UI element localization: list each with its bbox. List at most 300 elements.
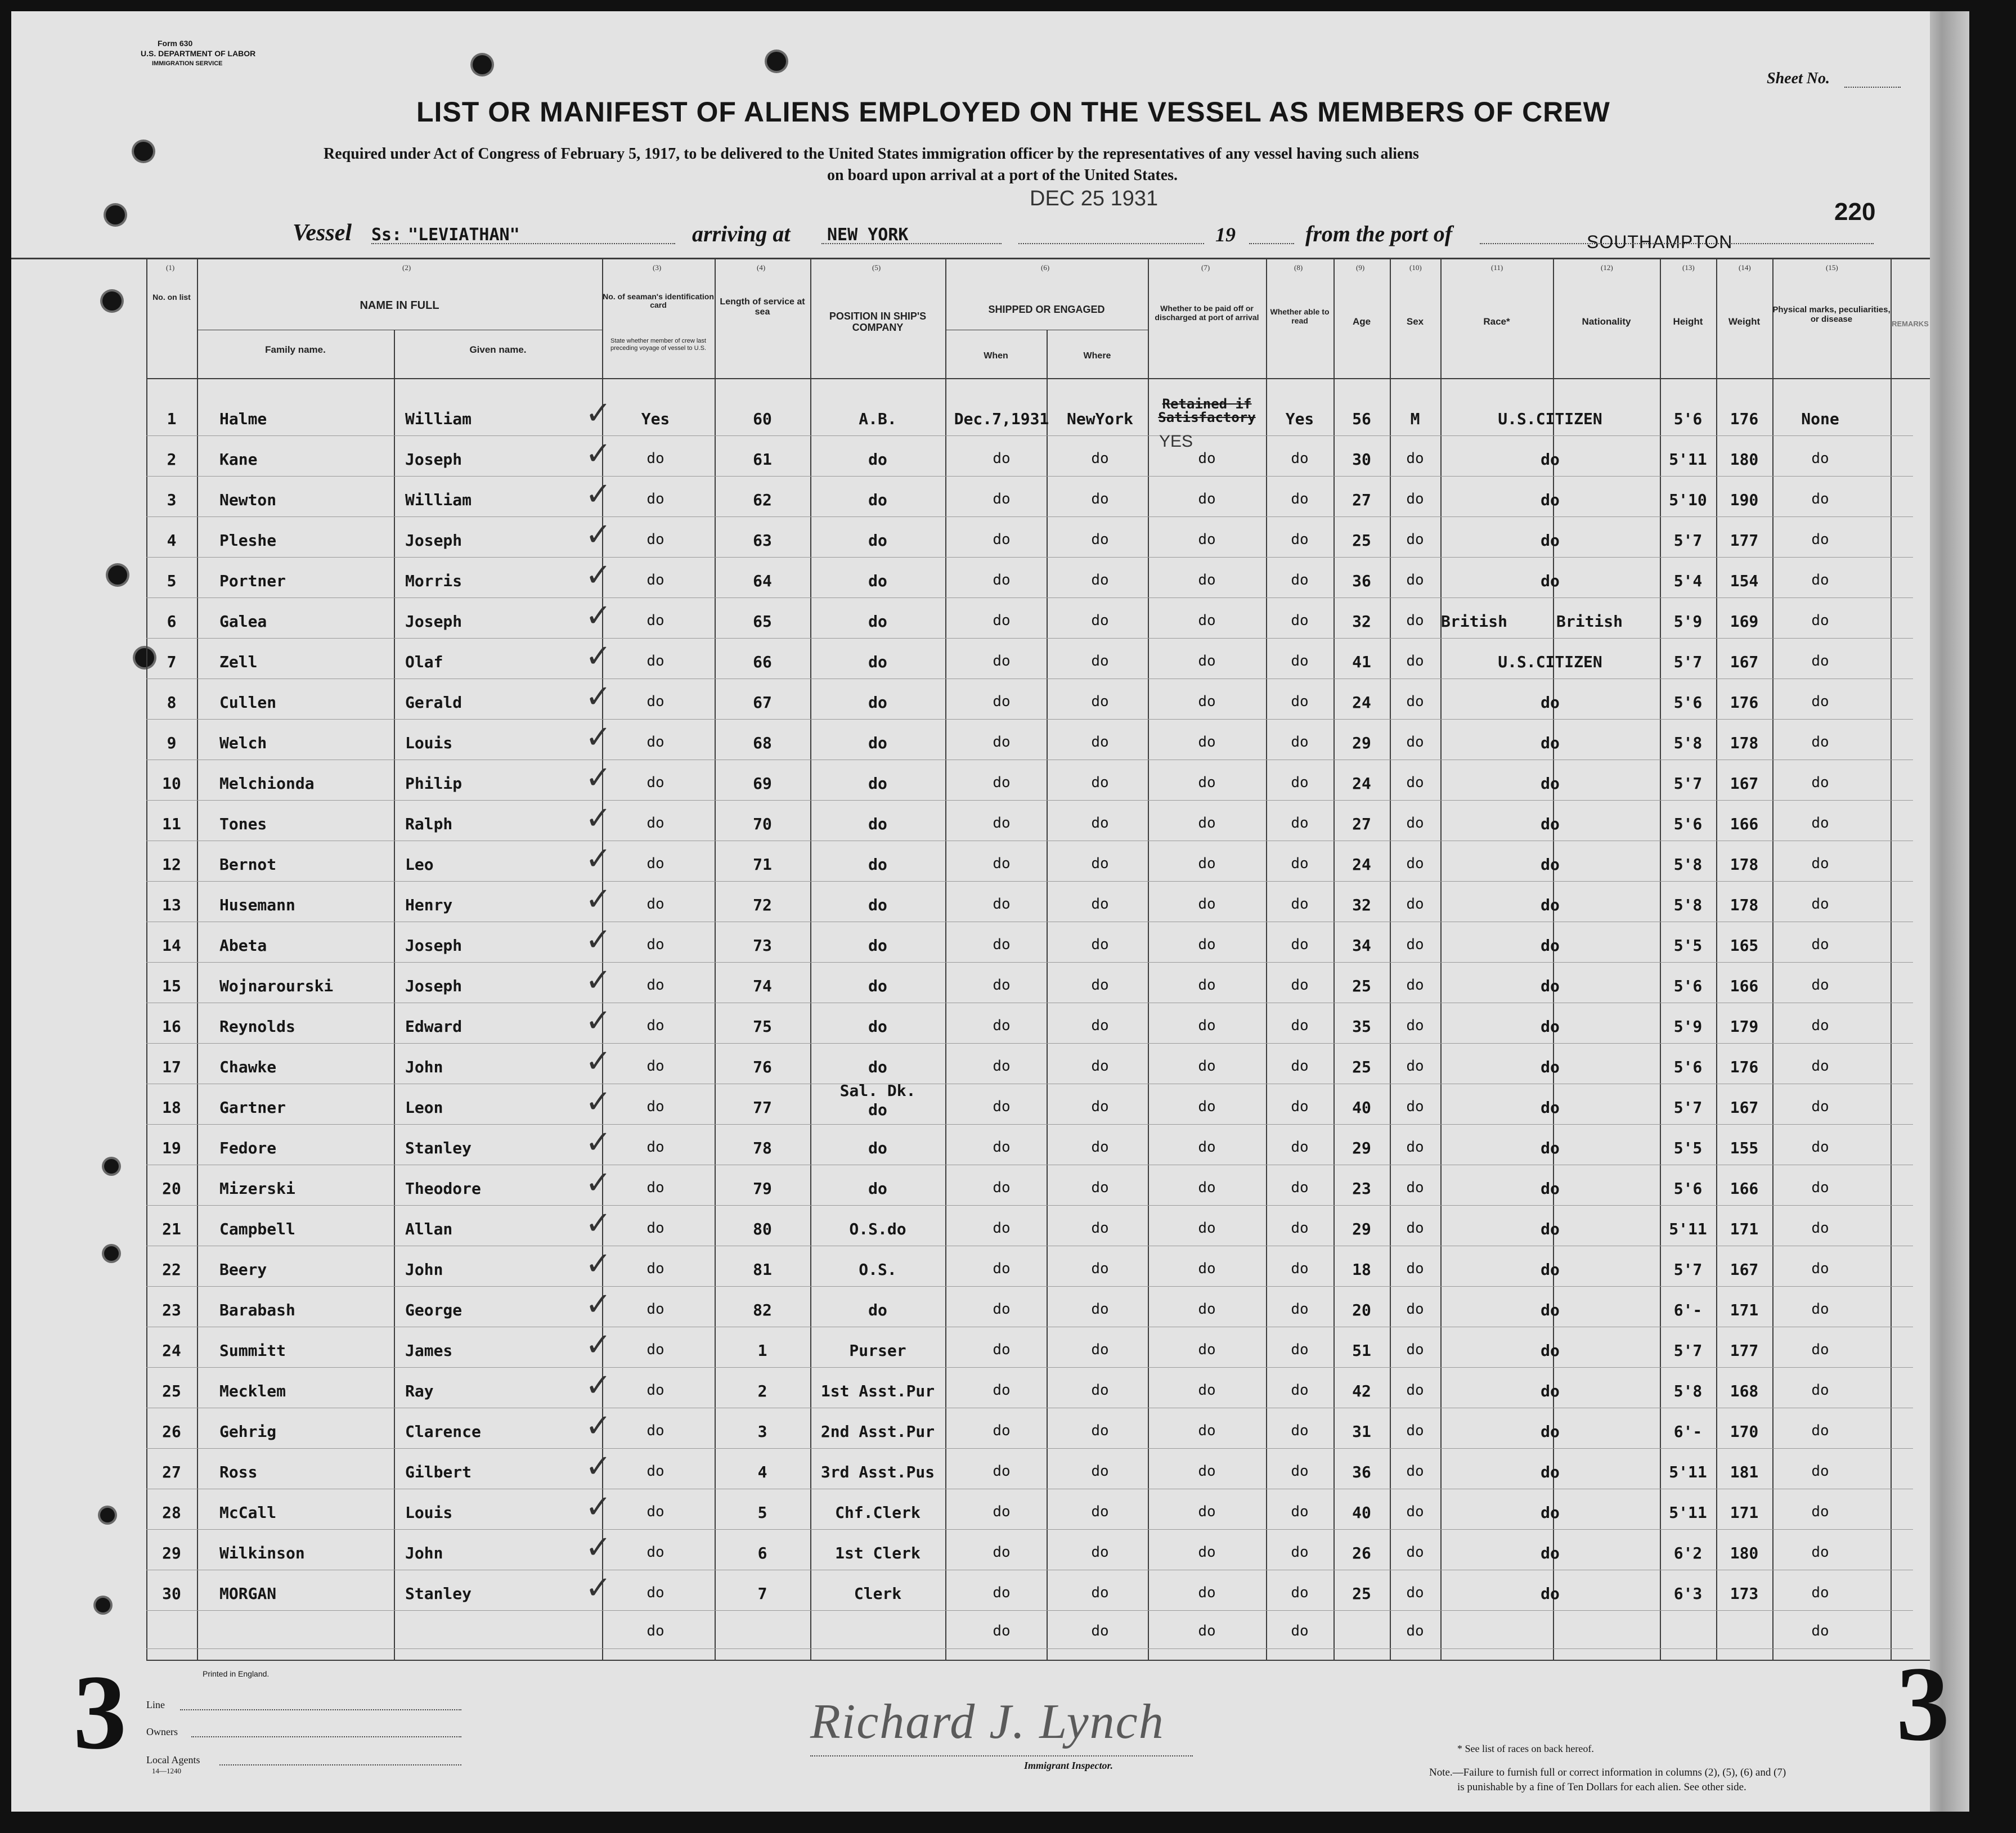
inspector-signature: Richard J. Lynch xyxy=(810,1695,1165,1749)
cell-sex: do xyxy=(1406,450,1424,467)
cell-family: Abeta xyxy=(219,936,267,955)
cell-read: do xyxy=(1291,1463,1309,1480)
cell-card: do xyxy=(646,1544,664,1561)
row-rule xyxy=(146,1448,1913,1449)
cell-read: do xyxy=(1291,936,1309,953)
check-mark-icon: ✓ xyxy=(585,760,612,796)
cell-position: do xyxy=(868,855,887,874)
check-mark-icon: ✓ xyxy=(585,557,612,594)
cell-read: do xyxy=(1291,1623,1309,1639)
cell-paid: do xyxy=(1198,572,1216,588)
cell-length: 68 xyxy=(753,734,772,752)
cell-physical: do xyxy=(1811,1179,1829,1196)
cell-family: Halme xyxy=(219,410,267,428)
check-mark-icon: ✓ xyxy=(585,1084,612,1120)
cell-position: do xyxy=(868,653,887,671)
cell-length: 3 xyxy=(757,1422,767,1441)
cell-age: 25 xyxy=(1352,531,1371,550)
cell-paid: do xyxy=(1198,531,1216,548)
row-rule xyxy=(146,1286,1913,1287)
cell-weight: 166 xyxy=(1730,977,1759,995)
cell-height: 5'7 xyxy=(1673,774,1703,793)
cell-paid: do xyxy=(1198,491,1216,507)
cell-no: 17 xyxy=(162,1058,181,1076)
cell-age: 26 xyxy=(1352,1544,1371,1562)
cell-weight: 178 xyxy=(1730,896,1759,914)
cell-read: do xyxy=(1291,531,1309,548)
cell-nationality: U.S.CITIZEN xyxy=(1498,653,1602,671)
column-divider xyxy=(1716,259,1717,1660)
column-number: (15) xyxy=(1826,263,1838,272)
cell-card: do xyxy=(646,936,664,953)
cell-family: Wojnarourski xyxy=(219,977,334,995)
cell-paid: do xyxy=(1198,774,1216,791)
column-divider xyxy=(945,259,946,1660)
cell-position: do xyxy=(868,774,887,793)
cell-length: 71 xyxy=(753,855,772,874)
cell-when: do xyxy=(993,612,1011,629)
cell-weight: 154 xyxy=(1730,572,1759,590)
cell-nationality: do xyxy=(1541,774,1560,793)
cell-card: do xyxy=(646,653,664,670)
cell-sex: do xyxy=(1406,1422,1424,1439)
cell-given: Gilbert xyxy=(405,1463,472,1481)
cell-when: do xyxy=(993,734,1011,751)
cell-position: do xyxy=(868,693,887,712)
cell-height: 5'11 xyxy=(1669,1503,1707,1522)
cell-when: do xyxy=(993,1017,1011,1034)
check-mark-icon: ✓ xyxy=(585,1003,612,1039)
cell-no: 9 xyxy=(167,734,177,752)
cell-where: do xyxy=(1091,1623,1109,1639)
cell-no: 1 xyxy=(167,410,177,428)
column-divider xyxy=(810,259,811,1660)
cell-card: do xyxy=(646,1623,664,1639)
cell-sex: do xyxy=(1406,1301,1424,1318)
header-given-name: Given name. xyxy=(469,344,527,355)
cell-weight: 171 xyxy=(1730,1220,1759,1238)
cell-physical: do xyxy=(1811,693,1829,710)
cell-age: 18 xyxy=(1352,1260,1371,1279)
check-mark-icon: ✓ xyxy=(585,719,612,756)
cell-age: 40 xyxy=(1352,1098,1371,1117)
column-divider xyxy=(1333,259,1335,1660)
cell-where: do xyxy=(1091,693,1109,710)
check-mark-icon: ✓ xyxy=(585,881,612,918)
header-length-service: Length of service at sea xyxy=(720,297,805,317)
cell-when: do xyxy=(993,653,1011,670)
cell-sex: do xyxy=(1406,815,1424,832)
header-where: Where xyxy=(1083,351,1111,361)
cell-family: McCall xyxy=(219,1503,277,1522)
cell-when: do xyxy=(993,531,1011,548)
cell-when: do xyxy=(993,1058,1011,1075)
column-number: (7) xyxy=(1201,263,1210,272)
cell-weight: 170 xyxy=(1730,1422,1759,1441)
cell-age: 51 xyxy=(1352,1341,1371,1360)
cell-no: 28 xyxy=(162,1503,181,1522)
cell-nationality: do xyxy=(1541,1179,1560,1198)
cell-paid: do xyxy=(1198,1220,1216,1237)
column-number: (1) xyxy=(166,263,175,272)
line-label: Line xyxy=(146,1699,165,1710)
check-mark-icon: ✓ xyxy=(585,800,612,837)
port-of-departure: SOUTHAMPTON xyxy=(1587,232,1733,252)
cell-weight: 178 xyxy=(1730,855,1759,874)
cell-read: do xyxy=(1291,1220,1309,1237)
cell-where: do xyxy=(1091,855,1109,872)
column-divider xyxy=(715,259,716,1660)
cell-family: Portner xyxy=(219,572,286,590)
column-divider xyxy=(1440,259,1442,1660)
cell-card: do xyxy=(646,1341,664,1358)
cell-height: 5'11 xyxy=(1669,1220,1707,1238)
cell-age: 30 xyxy=(1352,450,1371,469)
cell-weight: 178 xyxy=(1730,734,1759,752)
vessel-name: "LEVIATHAN" xyxy=(408,225,520,245)
cell-nationality: do xyxy=(1541,1260,1560,1279)
cell-sex: do xyxy=(1406,734,1424,751)
cell-read: do xyxy=(1291,896,1309,913)
cell-family: Pleshe xyxy=(219,531,277,550)
cell-length: 81 xyxy=(753,1260,772,1279)
row-rule xyxy=(146,719,1913,720)
cell-no: 14 xyxy=(162,936,181,955)
cell-no: 16 xyxy=(162,1017,181,1036)
cell-height: 5'5 xyxy=(1673,1139,1703,1157)
column-number: (11) xyxy=(1491,263,1503,272)
cell-age: 40 xyxy=(1352,1503,1371,1522)
cell-sex: do xyxy=(1406,1584,1424,1601)
cell-when: do xyxy=(993,1220,1011,1237)
cell-nationality: do xyxy=(1541,491,1560,509)
cell-card: do xyxy=(646,491,664,507)
cell-length: 62 xyxy=(753,491,772,509)
cell-when: do xyxy=(993,815,1011,832)
row-rule xyxy=(146,1367,1913,1368)
cell-age: 23 xyxy=(1352,1179,1371,1198)
cell-height: 5'7 xyxy=(1673,1341,1703,1360)
cell-given: Olaf xyxy=(405,653,443,671)
cell-read: do xyxy=(1291,1139,1309,1156)
column-number: (5) xyxy=(872,263,881,272)
arrival-line xyxy=(821,243,1002,244)
cell-given: Louis xyxy=(405,734,453,752)
cell-height: 6'- xyxy=(1673,1422,1703,1441)
check-mark-icon: ✓ xyxy=(585,679,612,715)
cell-length: 79 xyxy=(753,1179,772,1198)
cell-physical: do xyxy=(1811,936,1829,953)
cell-given: Joseph xyxy=(405,936,463,955)
cell-where: do xyxy=(1091,1260,1109,1277)
cell-paid: Retained if Satisfactory xyxy=(1158,396,1256,425)
cell-length: 72 xyxy=(753,896,772,914)
agents-label: Local Agents xyxy=(146,1754,200,1765)
cell-weight: 167 xyxy=(1730,653,1759,671)
cell-sex: do xyxy=(1406,1341,1424,1358)
column-number: (4) xyxy=(757,263,766,272)
cell-read: do xyxy=(1291,1544,1309,1561)
cell-card: do xyxy=(646,1422,664,1439)
cell-family: Mecklem xyxy=(219,1382,286,1400)
cell-card: do xyxy=(646,531,664,548)
header-able-to-read: Whether able to read xyxy=(1270,307,1330,325)
cell-read: do xyxy=(1291,977,1309,994)
cell-where: do xyxy=(1091,1544,1109,1561)
cell-weight: 167 xyxy=(1730,774,1759,793)
cell-given: Gerald xyxy=(405,693,463,712)
cell-length: 76 xyxy=(753,1058,772,1076)
cell-age: 32 xyxy=(1352,896,1371,914)
check-mark-icon: ✓ xyxy=(585,1367,612,1404)
cell-where: NewYork xyxy=(1066,410,1134,428)
cell-sex: do xyxy=(1406,653,1424,670)
cell-age: 25 xyxy=(1352,1058,1371,1076)
cell-weight: 190 xyxy=(1730,491,1759,509)
cell-when: do xyxy=(993,693,1011,710)
cell-read: do xyxy=(1291,1098,1309,1115)
cell-physical: do xyxy=(1811,896,1829,913)
cell-card: do xyxy=(646,572,664,588)
cell-sex: do xyxy=(1406,531,1424,548)
cell-given: John xyxy=(405,1260,443,1279)
check-mark-icon: ✓ xyxy=(585,1165,612,1201)
penalty-note-2: is punishable by a fine of Ten Dollars for each alien. See other side. xyxy=(1457,1781,1746,1793)
agents-fill xyxy=(219,1764,461,1765)
header-name-in-full: NAME IN FULL xyxy=(360,299,439,312)
cell-no: 11 xyxy=(162,815,181,833)
cell-no: 25 xyxy=(162,1382,181,1400)
check-mark-icon: ✓ xyxy=(585,597,612,634)
cell-no: 18 xyxy=(162,1098,181,1117)
cell-when: do xyxy=(993,1422,1011,1439)
column-divider xyxy=(394,330,395,1660)
cell-when: do xyxy=(993,1382,1011,1399)
cell-paid: do xyxy=(1198,1382,1216,1399)
cell-no: 6 xyxy=(167,612,177,631)
check-mark-icon: ✓ xyxy=(585,516,612,553)
cell-physical: do xyxy=(1811,1301,1829,1318)
cell-read: do xyxy=(1291,1341,1309,1358)
cell-length: 73 xyxy=(753,936,772,955)
port-of-arrival: NEW YORK xyxy=(827,225,909,245)
row-rule xyxy=(146,597,1913,598)
cell-when: do xyxy=(993,1503,1011,1520)
cell-no: 8 xyxy=(167,693,177,712)
cell-card: do xyxy=(646,1463,664,1480)
cell-position: do xyxy=(868,734,887,752)
cell-where: do xyxy=(1091,1220,1109,1237)
cell-card: do xyxy=(646,815,664,832)
cell-height: 5'6 xyxy=(1673,693,1703,712)
from-port-label: from the port of xyxy=(1305,221,1453,246)
cell-age: 29 xyxy=(1352,1220,1371,1238)
row-rule xyxy=(146,557,1913,558)
cell-sex: do xyxy=(1406,1139,1424,1156)
cell-no: 22 xyxy=(162,1260,181,1279)
cell-weight: 176 xyxy=(1730,410,1759,428)
cell-card: do xyxy=(646,896,664,913)
cell-card: do xyxy=(646,612,664,629)
cell-nationality: do xyxy=(1541,855,1560,874)
cell-nationality: do xyxy=(1541,1220,1560,1238)
date-stamp: DEC 25 1931 xyxy=(1030,187,1159,210)
row-rule xyxy=(146,1610,1913,1611)
departure-line xyxy=(1480,243,1874,244)
cell-sex: do xyxy=(1406,977,1424,994)
cell-given: Allan xyxy=(405,1220,453,1238)
cell-card: do xyxy=(646,1301,664,1318)
cell-age: 20 xyxy=(1352,1301,1371,1319)
cell-when: do xyxy=(993,896,1011,913)
cell-family: Zell xyxy=(219,653,258,671)
cell-family: Kane xyxy=(219,450,258,469)
cell-nationality: do xyxy=(1541,1301,1560,1319)
cell-height: 5'8 xyxy=(1673,855,1703,874)
cell-paid: do xyxy=(1198,1503,1216,1520)
column-number: (3) xyxy=(653,263,662,272)
header-no-on-list: No. on list xyxy=(152,293,191,302)
cell-given: Joseph xyxy=(405,977,463,995)
cell-length: 61 xyxy=(753,450,772,469)
check-mark-icon: ✓ xyxy=(585,1043,612,1080)
cell-length: 4 xyxy=(757,1463,767,1481)
cell-physical: do xyxy=(1811,1098,1829,1115)
cell-height: 5'7 xyxy=(1673,1260,1703,1279)
cell-nationality: U.S.CITIZEN xyxy=(1498,410,1602,428)
column-divider xyxy=(1390,259,1391,1660)
cell-sex: do xyxy=(1406,1503,1424,1520)
cell-age: 29 xyxy=(1352,734,1371,752)
owners-fill xyxy=(191,1736,461,1737)
cell-length: 77 xyxy=(753,1098,772,1117)
ss-label: Ss: xyxy=(371,225,402,245)
check-mark-icon: ✓ xyxy=(585,922,612,958)
cell-no: 21 xyxy=(162,1220,181,1238)
cell-age: 32 xyxy=(1352,612,1371,631)
cell-when: do xyxy=(993,1139,1011,1156)
cell-sex: do xyxy=(1406,896,1424,913)
sheet-big-number-left: 3 xyxy=(73,1654,127,1772)
cell-physical: None xyxy=(1801,410,1839,428)
cell-weight: 180 xyxy=(1730,1544,1759,1562)
cell-weight: 167 xyxy=(1730,1260,1759,1279)
cell-no: 24 xyxy=(162,1341,181,1360)
cell-family: Chawke xyxy=(219,1058,277,1076)
cell-family: Welch xyxy=(219,734,267,752)
cell-family: Wilkinson xyxy=(219,1544,305,1562)
cell-paid: do xyxy=(1198,653,1216,670)
cell-no: 30 xyxy=(162,1584,181,1603)
cell-read: do xyxy=(1291,572,1309,588)
cell-length: 82 xyxy=(753,1301,772,1319)
cell-nationality: do xyxy=(1541,1584,1560,1603)
cell-height: 5'6 xyxy=(1673,1058,1703,1076)
cell-given: James xyxy=(405,1341,453,1360)
cell-sex: do xyxy=(1406,936,1424,953)
cell-position: 3rd Asst.Pus xyxy=(820,1463,935,1481)
cell-no: 15 xyxy=(162,977,181,995)
cell-paid: do xyxy=(1198,1584,1216,1601)
punch-hole xyxy=(96,1598,110,1612)
arriving-label: arriving at xyxy=(692,221,791,246)
cell-weight: 180 xyxy=(1730,450,1759,469)
cell-family: Melchionda xyxy=(219,774,315,793)
cell-paid: do xyxy=(1198,896,1216,913)
signature-line xyxy=(810,1755,1193,1756)
cell-position: 2nd Asst.Pur xyxy=(820,1422,935,1441)
cell-when: do xyxy=(993,1584,1011,1601)
cell-physical: do xyxy=(1811,1382,1829,1399)
form-code: 14—1240 xyxy=(152,1767,181,1775)
cell-paid: do xyxy=(1198,1301,1216,1318)
cell-given: Joseph xyxy=(405,612,463,631)
punch-hole xyxy=(134,142,153,161)
cell-position: Sal. Dk. do xyxy=(839,1081,916,1119)
cell-paid: do xyxy=(1198,815,1216,832)
column-number: (2) xyxy=(402,263,411,272)
column-number: (8) xyxy=(1294,263,1303,272)
cell-height: 5'8 xyxy=(1673,734,1703,752)
cell-where: do xyxy=(1091,1341,1109,1358)
cell-card: do xyxy=(646,1058,664,1075)
cell-nationality: do xyxy=(1541,734,1560,752)
check-mark-icon: ✓ xyxy=(585,1408,612,1444)
cell-card: do xyxy=(646,774,664,791)
punch-hole xyxy=(102,291,122,311)
cell-weight: 176 xyxy=(1730,1058,1759,1076)
cell-paid: do xyxy=(1198,1544,1216,1561)
cell-no: 5 xyxy=(167,572,177,590)
row-rule xyxy=(146,516,1913,517)
header-position: POSITION IN SHIP'S COMPANY xyxy=(829,311,927,333)
cell-position: do xyxy=(868,572,887,590)
service: IMMIGRATION SERVICE xyxy=(152,60,223,67)
cell-age: 35 xyxy=(1352,1017,1371,1036)
page-title: LIST OR MANIFEST OF ALIENS EMPLOYED ON THE VESSEL AS MEMBERS OF CREW xyxy=(416,96,1610,128)
check-mark-icon: ✓ xyxy=(585,476,612,513)
cell-read: do xyxy=(1291,693,1309,710)
check-mark-icon: ✓ xyxy=(585,841,612,877)
cell-read: do xyxy=(1291,815,1309,832)
cell-sex: do xyxy=(1406,1382,1424,1399)
cell-family: Gehrig xyxy=(219,1422,277,1441)
cell-when: do xyxy=(993,977,1011,994)
header-height: Height xyxy=(1673,316,1703,327)
check-mark-icon: ✓ xyxy=(585,1327,612,1363)
cell-length: 60 xyxy=(753,410,772,428)
cell-age: 56 xyxy=(1352,410,1371,428)
printed-note: Printed in England. xyxy=(203,1669,270,1678)
cell-nationality: do xyxy=(1541,1341,1560,1360)
cell-position: do xyxy=(868,1058,887,1076)
cell-where: do xyxy=(1091,653,1109,670)
cell-height: 5'6 xyxy=(1673,1179,1703,1198)
table-top-border xyxy=(11,258,1930,259)
cell-position: 1st Clerk xyxy=(835,1544,921,1562)
cell-no: 10 xyxy=(162,774,181,793)
cell-where: do xyxy=(1091,450,1109,467)
cell-read: do xyxy=(1291,1503,1309,1520)
cell-position: do xyxy=(868,896,887,914)
cell-read: do xyxy=(1291,450,1309,467)
cell-read: do xyxy=(1291,734,1309,751)
cell-given: Theodore xyxy=(405,1179,481,1198)
cell-paid: do xyxy=(1198,1058,1216,1075)
cell-position: Chf.Clerk xyxy=(835,1503,921,1522)
cell-card: do xyxy=(646,1503,664,1520)
cell-when: do xyxy=(993,936,1011,953)
